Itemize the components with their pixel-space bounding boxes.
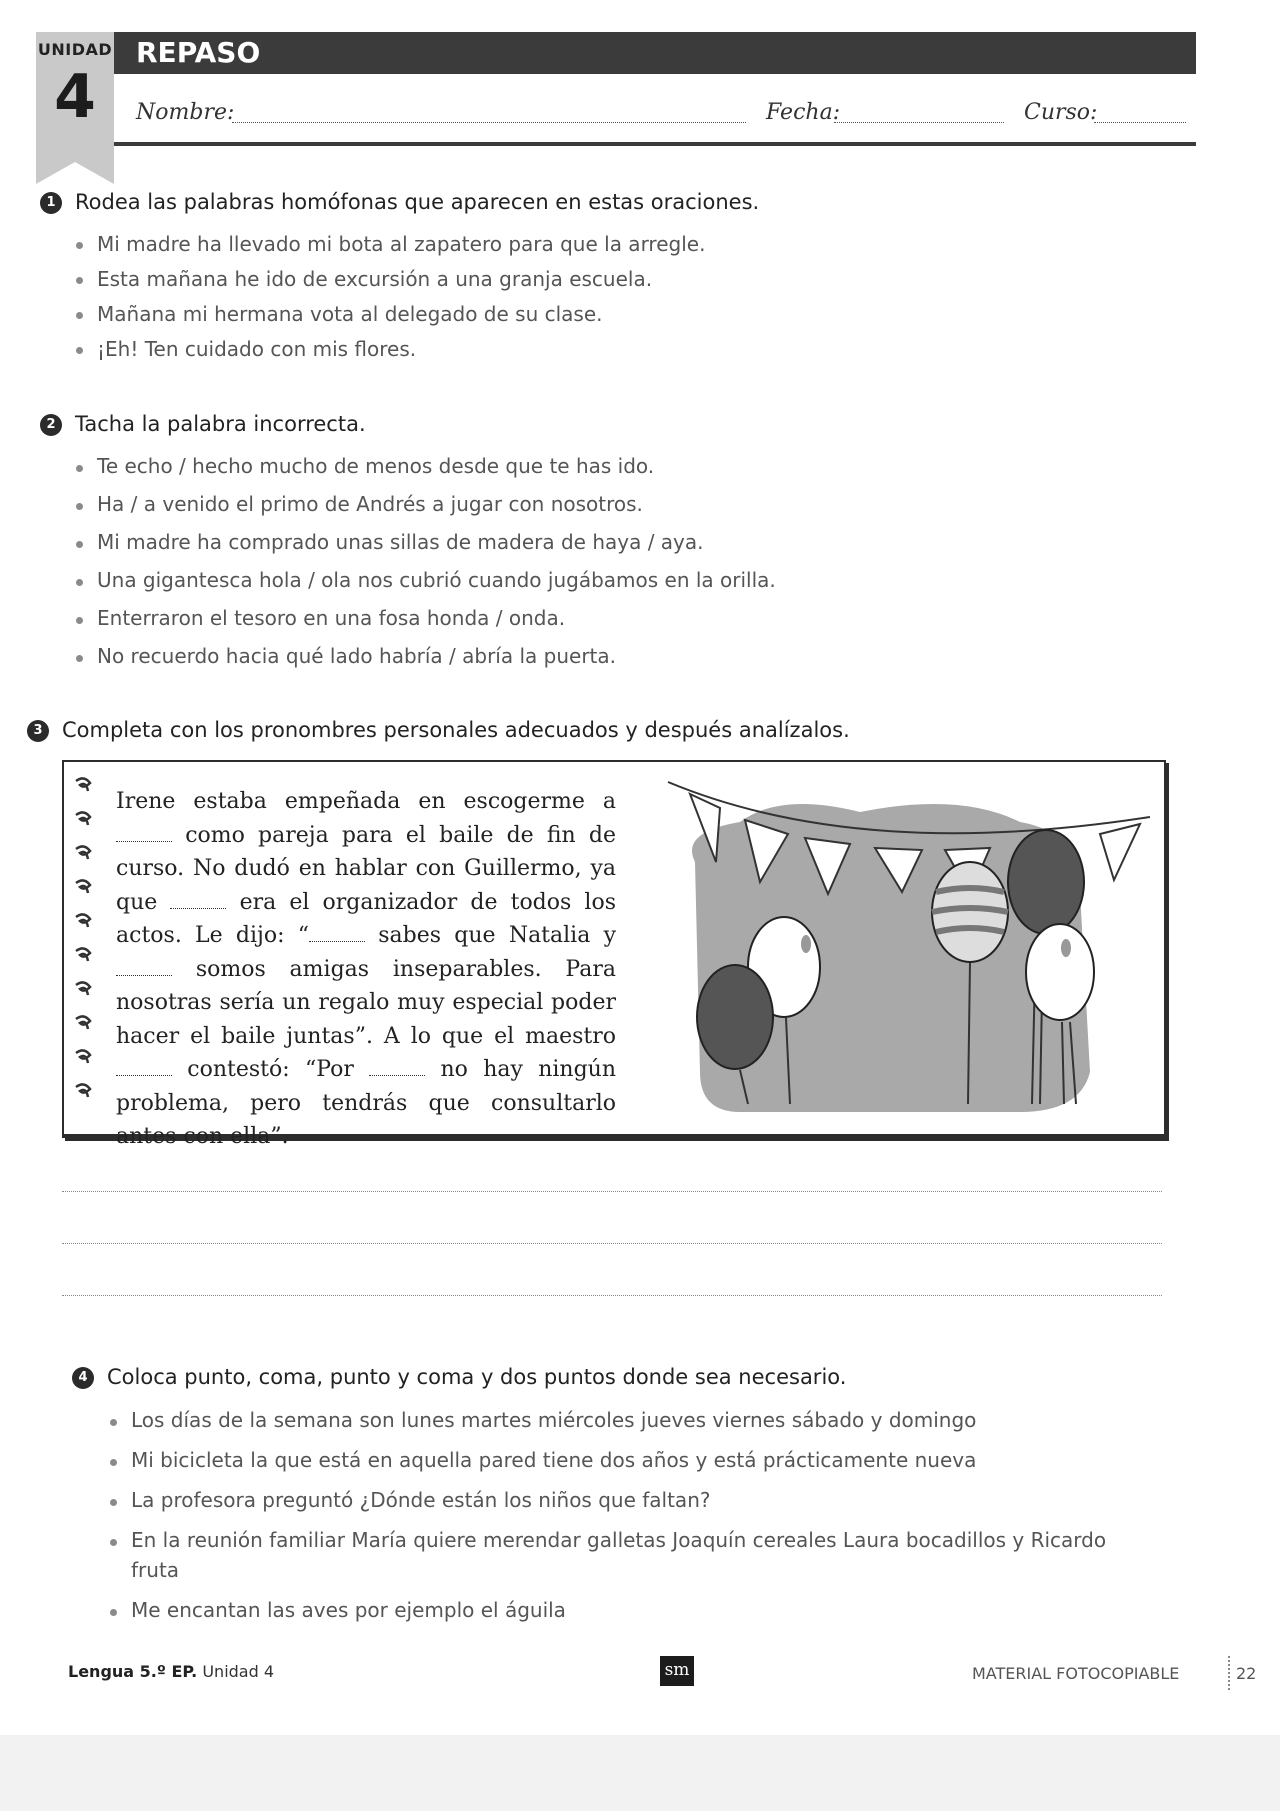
answer-blank[interactable] xyxy=(309,941,365,942)
title-bar xyxy=(114,32,1196,74)
story-part: somos amigas inseparables. Para nosotras sería un regalo muy especial poder hacer el baile juntas”. A lo que el maestro xyxy=(116,956,616,1049)
answer-line[interactable] xyxy=(62,1295,1162,1296)
answer-blank[interactable] xyxy=(369,1075,425,1076)
answer-blank[interactable] xyxy=(116,1075,172,1076)
exercise-2-item: Te echo / hecho mucho de menos desde que te has ido. xyxy=(97,454,655,478)
footer-material: MATERIAL FOTOCOPIABLE xyxy=(972,1664,1180,1683)
bullet-icon xyxy=(110,1539,117,1546)
date-label: Fecha: xyxy=(766,100,841,125)
publisher-logo: sm xyxy=(660,1656,694,1686)
exercise-4-item: Mi bicicleta la que está en aquella pared tiene dos años y está prácticamente nueva xyxy=(131,1448,977,1472)
header-divider xyxy=(114,142,1196,146)
bottom-margin xyxy=(0,1735,1280,1811)
exercise-1-item: Mañana mi hermana vota al delegado de su clase. xyxy=(97,302,603,326)
bullet-icon xyxy=(76,655,83,662)
bullet-icon xyxy=(76,242,83,249)
exercise-4-item-continuation: fruta xyxy=(131,1558,180,1582)
answer-blank[interactable] xyxy=(116,841,172,842)
unit-number: 4 xyxy=(54,62,96,132)
exercise-4-number: 4 xyxy=(72,1367,94,1389)
bullet-icon xyxy=(76,465,83,472)
bullet-icon xyxy=(110,1499,117,1506)
exercise-1-item: Esta mañana he ido de excursión a una granja escuela. xyxy=(97,267,653,291)
course-label: Curso: xyxy=(1024,100,1098,125)
page-title: REPASO xyxy=(136,36,261,69)
bullet-icon xyxy=(76,347,83,354)
answer-line[interactable] xyxy=(62,1191,1162,1192)
bullet-icon xyxy=(76,312,83,319)
exercise-1-item: Mi madre ha llevado mi bota al zapatero para que la arregle. xyxy=(97,232,706,256)
exercise-2-item: Ha / a venido el primo de Andrés a jugar con nosotros. xyxy=(97,492,643,516)
exercise-2-item: Mi madre ha comprado unas sillas de madera de haya / aya. xyxy=(97,530,704,554)
exercise-2-item: Enterraron el tesoro en una fosa honda / onda. xyxy=(97,606,566,630)
answer-line[interactable] xyxy=(62,1243,1162,1244)
name-label: Nombre: xyxy=(136,100,235,125)
unit-tab xyxy=(36,32,114,162)
unit-label: UNIDAD xyxy=(37,40,113,59)
bullet-icon xyxy=(110,1459,117,1466)
footer-divider xyxy=(1228,1656,1230,1690)
date-field[interactable] xyxy=(834,122,1004,123)
bullet-icon xyxy=(76,579,83,586)
exercise-1-title: Rodea las palabras homófonas que aparecen en estas oraciones. xyxy=(75,190,760,214)
course-field[interactable] xyxy=(1094,122,1186,123)
footer-subject xyxy=(68,1662,274,1681)
exercise-1-number: 1 xyxy=(40,192,62,214)
balloons-illustration xyxy=(660,772,1150,1117)
exercise-4-item: La profesora preguntó ¿Dónde están los niños que faltan? xyxy=(131,1488,711,1512)
answer-blank[interactable] xyxy=(116,975,172,976)
exercise-2-title: Tacha la palabra incorrecta. xyxy=(75,412,366,436)
story-part: Irene estaba empeñada en escogerme a xyxy=(116,789,616,814)
exercise-2-number: 2 xyxy=(40,414,62,436)
exercise-4-title: Coloca punto, coma, punto y coma y dos puntos donde sea necesario. xyxy=(107,1365,847,1389)
bullet-icon xyxy=(76,617,83,624)
spiral-binding-icon xyxy=(72,775,98,1125)
name-field[interactable] xyxy=(232,122,746,123)
exercise-3-title: Completa con los pronombres personales adecuados y después analízalos. xyxy=(62,718,850,742)
exercise-3-number: 3 xyxy=(27,720,49,742)
bullet-icon xyxy=(110,1419,117,1426)
story-part: contestó: “Por xyxy=(187,1057,354,1082)
page-number: 22 xyxy=(1236,1664,1257,1683)
story-part: sabes que Natalia y xyxy=(378,923,616,948)
exercise-4-item: Los días de la semana son lunes martes miércoles jueves viernes sábado y domingo xyxy=(131,1408,977,1432)
story-part: como pareja para el baile de fin de curso. No dudó en hablar con Guillermo, ya que xyxy=(116,822,616,915)
exercise-2-item: Una gigantesca hola / ola nos cubrió cuando jugábamos en la orilla. xyxy=(97,568,776,592)
bullet-icon xyxy=(76,541,83,548)
answer-blank[interactable] xyxy=(170,908,226,909)
exercise-4-item: Me encantan las aves por ejemplo el águila xyxy=(131,1598,566,1622)
footer-course: Lengua 5.º EP. xyxy=(68,1662,198,1681)
exercise-2-item: No recuerdo hacia qué lado habría / abría la puerta. xyxy=(97,644,616,668)
exercise-1-item: ¡Eh! Ten cuidado con mis flores. xyxy=(97,337,417,361)
bullet-icon xyxy=(76,277,83,284)
story-part: era el organizador de todos los actos. Le dijo: “ xyxy=(116,889,617,948)
story-part: no hay ningún problema, pero tendrás que consultarlo antes con ella”. xyxy=(116,1057,616,1149)
footer-unit: Unidad 4 xyxy=(202,1662,275,1681)
bullet-icon xyxy=(76,503,83,510)
bullet-icon xyxy=(110,1609,117,1616)
exercise-4-item: En la reunión familiar María quiere merendar galletas Joaquín cereales Laura bocadillos y Ricardo xyxy=(131,1528,1107,1552)
story-text xyxy=(116,785,616,1154)
